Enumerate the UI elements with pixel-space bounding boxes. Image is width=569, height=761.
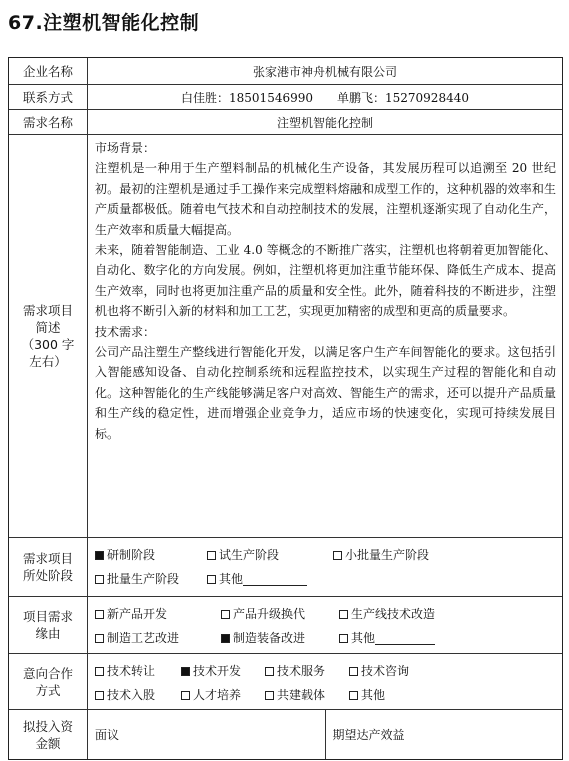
- stage-row: [9, 538, 562, 597]
- source-label: 项目需求缘由: [9, 597, 88, 653]
- invest-values: [88, 710, 562, 759]
- checkbox-icon[interactable]: [221, 634, 230, 643]
- description-para: 技术需求：: [95, 324, 156, 339]
- checkbox-icon[interactable]: [95, 551, 104, 560]
- checkbox-icon[interactable]: [265, 667, 274, 676]
- stage-option[interactable]: 批量生产阶段: [95, 567, 207, 591]
- coop-option[interactable]: 人才培养: [181, 683, 265, 707]
- checkbox-icon[interactable]: [95, 667, 104, 676]
- description-para: 注塑机是一种用于生产塑料制品的机械化生产设备，其发展历程可以追溯至 20 世纪初。最初的注塑机是通过手工操作来完成塑料熔融和成型工作的，这种机器的效率和生产质量都极低。随着电气技术和自动控制技术的发展，注塑机逐渐实现了自动化生产，生产效率和质量大幅提高。: [95, 161, 556, 237]
- coop-option[interactable]: 技术服务: [265, 659, 349, 683]
- checkbox-icon[interactable]: [349, 667, 358, 676]
- coop-option[interactable]: 技术咨询: [349, 659, 409, 683]
- coop-row: [9, 654, 562, 710]
- demand-form-table: [8, 57, 563, 760]
- other-blank[interactable]: [243, 572, 307, 586]
- checkbox-icon[interactable]: [339, 634, 348, 643]
- description-para: 公司产品注塑生产整线进行智能化开发，以满足客户生产车间智能化的要求。这包括引入智能感知设备、自动化控制系统和远程监控技术，以实现生产过程的智能化和自动化。这种智能化的生产线能够满足客户对高效、智能生产的需求，还可以提升产品质量和生产线的稳定性，进而增强企业竞争力，适应市场的快速变化，实现可持续发展目标。: [95, 345, 556, 441]
- company-row: [9, 58, 562, 85]
- invest-row: [9, 710, 562, 759]
- source-option[interactable]: 制造装备改进: [221, 626, 339, 650]
- demand-value: 注塑机智能化控制: [276, 115, 373, 130]
- invest-amount: 面议: [95, 728, 120, 742]
- checkbox-icon[interactable]: [95, 691, 104, 700]
- source-row: [9, 597, 562, 654]
- description-row: [9, 135, 562, 538]
- stage-option[interactable]: 试生产阶段: [207, 543, 333, 567]
- checkbox-icon[interactable]: [181, 691, 190, 700]
- stage-label: 需求项目所处阶段: [9, 538, 88, 596]
- other-blank[interactable]: [375, 631, 435, 645]
- checkbox-icon[interactable]: [349, 691, 358, 700]
- source-option[interactable]: 生产线技术改造: [339, 602, 435, 626]
- source-options: [88, 597, 562, 653]
- checkbox-icon[interactable]: [265, 691, 274, 700]
- source-option[interactable]: 其他: [339, 626, 435, 650]
- checkbox-icon[interactable]: [95, 575, 104, 584]
- contact-row: [9, 85, 562, 110]
- stage-option[interactable]: 研制阶段: [95, 543, 207, 567]
- coop-label: 意向合作方式: [9, 654, 88, 709]
- stage-option[interactable]: 小批量生产阶段: [333, 543, 429, 567]
- checkbox-icon[interactable]: [95, 634, 104, 643]
- coop-option[interactable]: 共建载体: [265, 683, 349, 707]
- contact-value: 白佳胜：18501546990 单鹏飞：15270928440: [181, 90, 469, 105]
- description-para: 未来，随着智能制造、工业 4.0 等概念的不断推广落实，注塑机也将朝着更加智能化、自动化、数字化的方向发展。例如，注塑机将更加注重节能环保、降低生产成本、提高生产效率，同时也将更加注重产品的质量和安全性。此外，随着科技的不断进步，注塑机也将不断引入新的材料和加工工艺，实现更加精密的成型和更高的质量要求。: [95, 243, 556, 319]
- expected-benefit-label: 期望达产效益: [325, 710, 563, 759]
- coop-option[interactable]: 技术入股: [95, 683, 181, 707]
- checkbox-icon[interactable]: [221, 610, 230, 619]
- checkbox-icon[interactable]: [181, 667, 190, 676]
- stage-options: [88, 538, 562, 596]
- coop-option[interactable]: 其他: [349, 683, 385, 707]
- invest-label: 拟投入资金额: [9, 710, 88, 759]
- description-para: 市场背景：: [95, 141, 156, 155]
- company-value: 张家港市神舟机械有限公司: [252, 64, 397, 79]
- checkbox-icon[interactable]: [339, 610, 348, 619]
- checkbox-icon[interactable]: [95, 610, 104, 619]
- description-text: [88, 135, 562, 537]
- checkbox-icon[interactable]: [207, 551, 216, 560]
- demand-label: 需求名称: [9, 110, 88, 134]
- page-title: 67.注塑机智能化控制: [8, 12, 200, 34]
- source-option[interactable]: 制造工艺改进: [95, 626, 221, 650]
- demand-row: [9, 110, 562, 135]
- stage-option[interactable]: 其他: [207, 567, 307, 591]
- company-label: 企业名称: [9, 58, 88, 84]
- checkbox-icon[interactable]: [333, 551, 342, 560]
- description-label: 需求项目简述（300 字左右）: [9, 135, 88, 537]
- contact-label: 联系方式: [9, 85, 88, 109]
- source-option[interactable]: 新产品开发: [95, 602, 221, 626]
- checkbox-icon[interactable]: [207, 575, 216, 584]
- source-option[interactable]: 产品升级换代: [221, 602, 339, 626]
- coop-options: [88, 654, 562, 709]
- coop-option[interactable]: 技术转让: [95, 659, 181, 683]
- coop-option[interactable]: 技术开发: [181, 659, 265, 683]
